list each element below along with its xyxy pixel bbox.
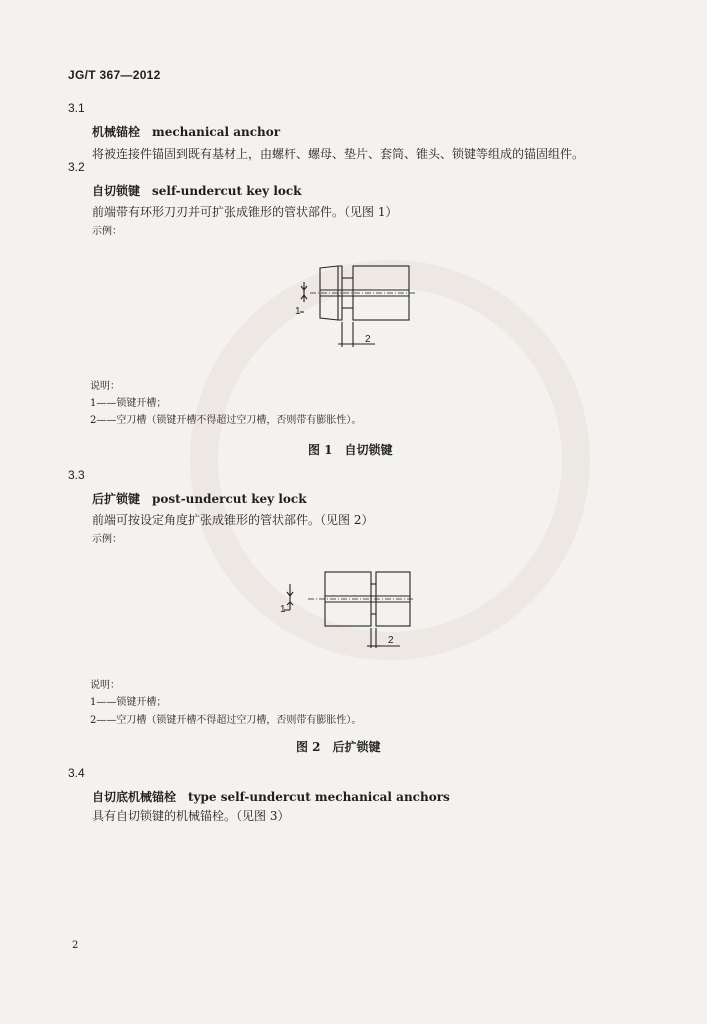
legend-item: 1——锁键开槽； — [90, 398, 167, 409]
term-title: 自切锁键 self-undercut key lock — [92, 184, 302, 198]
term-definition: 将被连接件锚固到既有基材上，由螺杆、螺母、垫片、套筒、锥头、锁键等组成的锚固组件。 — [92, 147, 585, 161]
page-number: 2 — [72, 940, 79, 951]
figure-1-callout-1: 1 — [295, 306, 301, 317]
legend-item: 2——空刀槽（锁键开槽不得超过空刀槽，否则带有膨胀性）。 — [90, 715, 362, 726]
figure-1-drawing — [290, 262, 420, 354]
legend-title: 说明： — [90, 680, 120, 691]
section-number: 3.4 — [68, 766, 85, 780]
section-number: 3.3 — [68, 468, 85, 482]
standard-code-header: JG/T 367—2012 — [68, 68, 161, 82]
section-number: 3.2 — [68, 160, 85, 174]
figure-caption: 图 2 后扩锁键 — [296, 740, 381, 754]
legend-item: 1——锁键开槽； — [90, 697, 167, 708]
figure-caption: 图 1 自切锁键 — [308, 443, 393, 457]
term-title: 机械锚栓 mechanical anchor — [92, 125, 281, 139]
term-definition: 前端可按设定角度扩张成锥形的管状部件。（见图 2） — [92, 513, 374, 527]
term-title: 后扩锁键 post-undercut key lock — [92, 492, 307, 506]
figure-2-drawing — [278, 566, 418, 658]
section-number: 3.1 — [68, 101, 85, 115]
figure-2-callout-2: 2 — [388, 635, 394, 646]
example-label: 示例： — [92, 534, 122, 545]
legend-item: 2——空刀槽（锁键开槽不得超过空刀槽，否则带有膨胀性）。 — [90, 415, 362, 426]
figure-2-callout-1: 1 — [280, 604, 286, 615]
legend-title: 说明： — [90, 381, 120, 392]
term-definition: 前端带有环形刀刃并可扩张成锥形的管状部件。（见图 1） — [92, 205, 398, 219]
example-label: 示例： — [92, 226, 122, 237]
figure-1-callout-2: 2 — [365, 334, 371, 345]
term-title: 自切底机械锚栓 type self-undercut mechanical anchors — [92, 790, 450, 804]
term-definition: 具有自切锁键的机械锚栓。（见图 3） — [92, 809, 290, 823]
